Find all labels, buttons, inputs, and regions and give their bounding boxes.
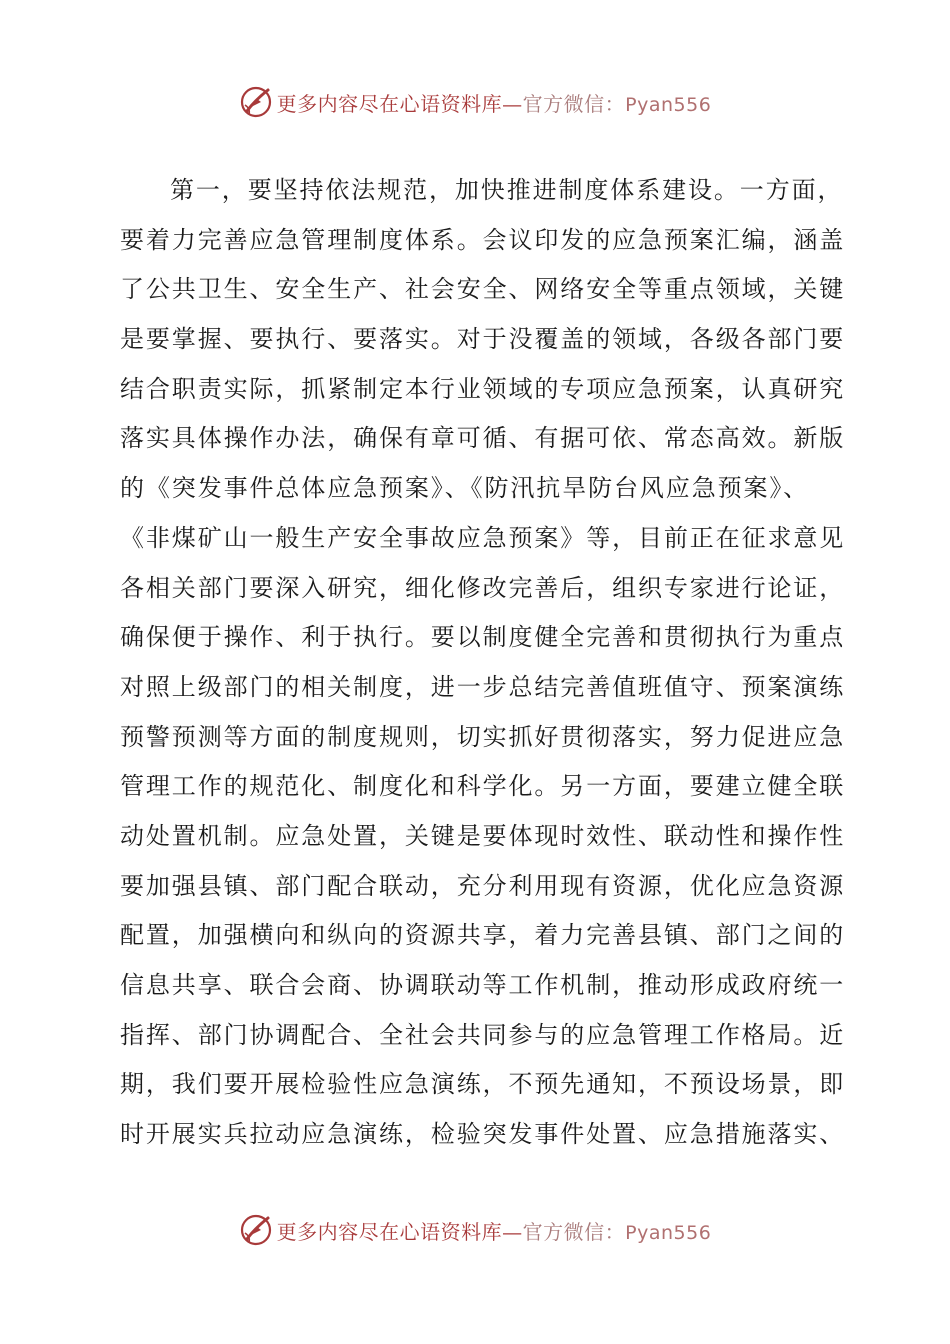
paragraph-line: 第一，要坚持依法规范，加快推进制度体系建设。一方面，: [170, 176, 844, 204]
pen-logo-icon: [239, 85, 273, 119]
header-banner-main: 更多内容尽在心语资料库: [276, 91, 503, 116]
paragraph-line: 《非煤矿山一般生产安全事故应急预案》等，目前正在征求意见: [120, 523, 846, 552]
paragraph-line: 指挥、部门协调配合、全社会共同参与的应急管理工作格局。近: [120, 1020, 846, 1049]
paragraph-line: 要加强县镇、部门配合联动，充分利用现有资源，优化应急资源: [120, 871, 846, 900]
header-banner-wechat: Pyan556: [625, 93, 712, 116]
paragraph-line: 了公共卫生、安全生产、社会安全、网络安全等重点领域，关键: [120, 275, 846, 304]
paragraph-line: 的《突发事件总体应急预案》、《防汛抗旱防台风应急预案》、: [120, 474, 810, 503]
paragraph-line: 确保便于操作、利于执行。要以制度健全完善和贯彻执行为重点: [120, 623, 846, 652]
paragraph-line: 动处置机制。应急处置，关键是要体现时效性、联动性和操作性: [120, 821, 846, 850]
paragraph-line: 信息共享、联合会商、协调联动等工作机制，推动形成政府统一: [120, 971, 846, 999]
paragraph-line: 时开展实兵拉动应急演练，检验突发事件处置、应急措施落实、: [120, 1120, 846, 1149]
paragraph-line: 期，我们要开展检验性应急演练，不预先通知，不预设场景，即: [120, 1070, 846, 1099]
header-banner-text: [277, 88, 712, 117]
paragraph-line: 要着力完善应急管理制度体系。会议印发的应急预案汇编，涵盖: [120, 225, 846, 254]
paragraph-line: 落实具体操作办法，确保有章可循、有据可依、常态高效。新版: [120, 424, 846, 453]
paragraph-line: 各相关部门要深入研究，细化修改完善后，组织专家进行论证，: [120, 573, 846, 602]
footer-banner-official: 官方微信：: [522, 1219, 626, 1244]
header-banner-official: 官方微信：: [522, 91, 626, 116]
paragraph-line: 对照上级部门的相关制度，进一步总结完善值班值守、预案演练: [120, 672, 846, 701]
footer-banner-dash: —: [502, 1219, 523, 1244]
paragraph-line: 管理工作的规范化、制度化和科学化。另一方面，要建立健全联: [120, 772, 846, 801]
header-banner-dash: —: [502, 91, 523, 116]
footer-banner: [0, 1210, 950, 1250]
pen-logo-icon: [239, 1213, 273, 1247]
paragraph-line: 预警预测等方面的制度规则，切实抓好贯彻落实，努力促进应急: [120, 722, 846, 751]
paragraph-line: 结合职责实际，抓紧制定本行业领域的专项应急预案，认真研究: [120, 374, 846, 403]
footer-banner-text: [277, 1216, 712, 1245]
document-body: [120, 166, 846, 1160]
paragraph-line: 配置，加强横向和纵向的资源共享，着力完善县镇、部门之间的: [120, 921, 846, 950]
header-banner: [0, 82, 950, 122]
footer-banner-wechat: Pyan556: [625, 1221, 712, 1244]
footer-banner-main: 更多内容尽在心语资料库: [276, 1219, 503, 1244]
paragraph-line: 是要掌握、要执行、要落实。对于没覆盖的领域，各级各部门要: [120, 325, 846, 354]
